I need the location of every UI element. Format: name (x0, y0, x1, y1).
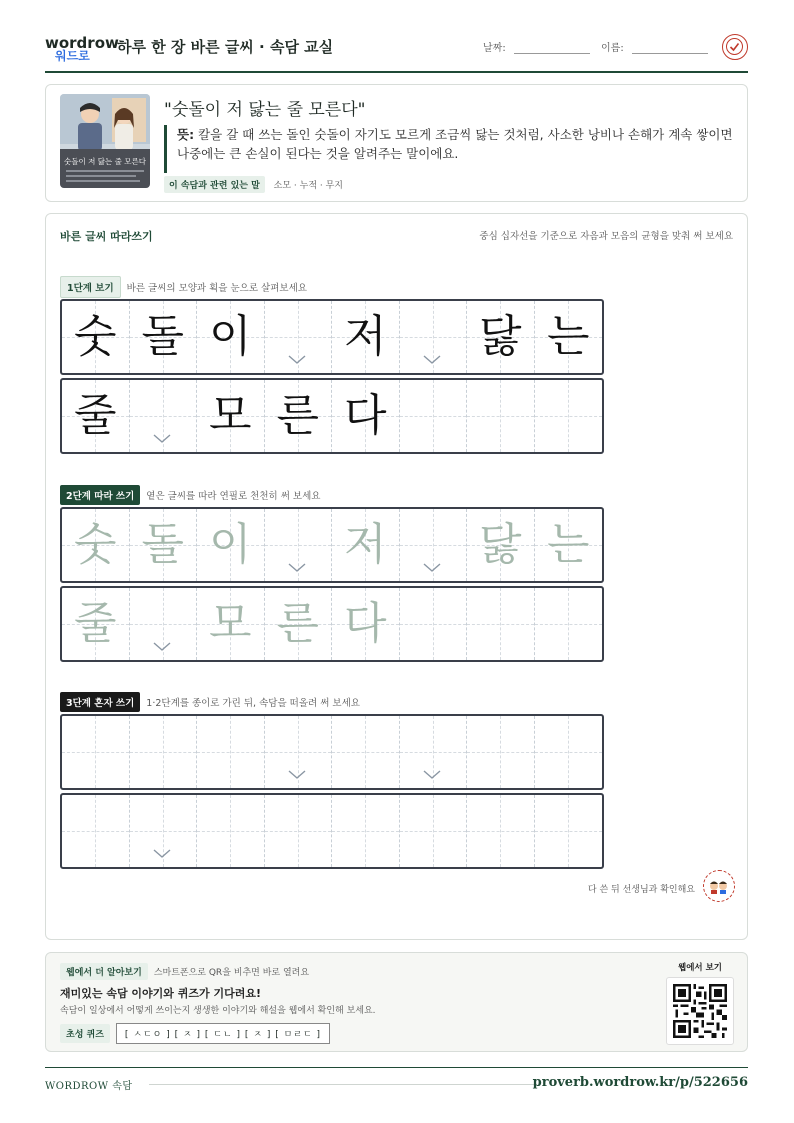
grid-cell[interactable] (535, 716, 603, 788)
grid-cell[interactable] (197, 795, 265, 867)
practice-hint: 중심 십자선을 기준으로 자음과 모음의 균형을 맞춰 써 보세요 (479, 231, 733, 242)
stage-3-row-2[interactable] (60, 793, 604, 869)
grid-cell[interactable] (467, 716, 535, 788)
grid-cell[interactable] (62, 795, 130, 867)
grid-cell: 이 (197, 301, 265, 373)
space-mark-icon (423, 355, 441, 365)
grid-cell[interactable] (332, 716, 400, 788)
grid-cell: 모 (197, 380, 265, 452)
grid-cell: 줄 (62, 380, 130, 452)
grid-cell: 다 (332, 380, 400, 452)
name-field[interactable] (601, 39, 708, 54)
page-header (45, 30, 748, 73)
grid-cell (535, 380, 603, 452)
practice-title: 바른 글씨 따라쓰기 (60, 230, 153, 243)
grid-cell[interactable] (535, 795, 603, 867)
wordrow-logo (45, 34, 119, 64)
finish-note: 다 쓴 뒤 선생님과 확인해요 (587, 885, 695, 895)
stage-3-header (60, 692, 360, 712)
grid-cell: 닳 (467, 301, 535, 373)
related-label: 이 속담과 관련 있는 말 (164, 176, 265, 193)
grid-cell: 른 (265, 380, 333, 452)
space-mark-icon (423, 770, 441, 780)
grid-cell[interactable] (400, 795, 468, 867)
stage-1-badge: 1단계 보기 (60, 276, 121, 298)
date-field[interactable] (483, 39, 590, 54)
web-more-desc: 속담이 일상에서 어떻게 쓰이는지 생생한 이야기와 해설을 웹에서 확인해 보세요. (60, 1006, 376, 1016)
check-stamp-icon (722, 34, 748, 60)
qr-label: 웹에서 보기 (678, 963, 723, 973)
grid-cell[interactable]: 는 (535, 509, 603, 581)
proverb-text: "숫돌이 저 닳는 줄 모른다" (164, 100, 366, 120)
web-more-tag: 웹에서 더 알아보기 (60, 963, 148, 980)
qr-code-icon[interactable] (666, 977, 734, 1045)
proverb-illustration (60, 94, 150, 188)
web-more-headline: 재미있는 속담 이야기와 퀴즈가 기다려요! (60, 987, 261, 1000)
stage-3-row-1[interactable] (60, 714, 604, 790)
space-mark-icon (423, 563, 441, 573)
meaning-text: 칼을 갈 때 쓰는 돌인 숫돌이 자기도 모르게 조금씩 닳는 것처럼, 사소한 낭비나 손해가 계속 쌓이면 나중에는 큰 손실이 된다는 것을 알려주는 말이에요. (177, 127, 733, 161)
web-more-card (45, 952, 748, 1052)
illustration-caption: 숫돌이 저 닳는 줄 모른다 (64, 157, 146, 166)
space-mark-icon (288, 770, 306, 780)
stage-2-header (60, 485, 320, 505)
page-footer (45, 1067, 748, 1097)
quiz-answer-box: [ ㅅㄷㅇ ] [ ㅈ ] [ ㄷㄴ ] [ ㅈ ] [ ㅁㄹㄷ ] (116, 1023, 330, 1044)
grid-cell[interactable] (332, 795, 400, 867)
related-words (164, 176, 343, 193)
grid-cell[interactable] (130, 716, 198, 788)
web-more-tag-desc: 스마트폰으로 QR을 비추면 바로 열려요 (153, 968, 310, 978)
logo-text: wordrow (45, 34, 119, 52)
stage-1-row-2 (60, 378, 604, 454)
grid-cell[interactable]: 모 (197, 588, 265, 660)
date-label: 날짜: (483, 43, 506, 54)
stage-1-header (60, 276, 307, 298)
grid-cell[interactable] (535, 588, 603, 660)
page-title: 하루 한 장 바른 글씨 · 속담 교실 (117, 38, 334, 56)
web-more-header (60, 963, 309, 980)
stage-2-desc: 옅은 글씨를 따라 연필로 천천히 써 보세요 (146, 491, 321, 502)
grid-cell[interactable] (467, 795, 535, 867)
grid-cell[interactable]: 돌 (130, 509, 198, 581)
grid-cell[interactable]: 저 (332, 509, 400, 581)
stage-2-badge: 2단계 따라 쓰기 (60, 485, 140, 505)
related-list: 소모 · 누적 · 무지 (273, 181, 343, 191)
stage-3-badge: 3단계 혼자 쓰기 (60, 692, 140, 712)
footer-url-link[interactable]: proverb.wordrow.kr/p/522656 (532, 1075, 748, 1090)
name-label: 이름: (601, 43, 624, 54)
grid-cell: 는 (535, 301, 603, 373)
grid-cell (467, 380, 535, 452)
proverb-card (45, 84, 748, 202)
grid-cell[interactable] (197, 716, 265, 788)
grid-cell[interactable] (265, 795, 333, 867)
grid-cell[interactable] (400, 588, 468, 660)
grid-cell: 돌 (130, 301, 198, 373)
logo-subtext: 워드로 (55, 49, 90, 63)
grid-cell[interactable]: 다 (332, 588, 400, 660)
grid-cell: 저 (332, 301, 400, 373)
stage-1-row-1 (60, 299, 604, 375)
space-mark-icon (288, 563, 306, 573)
grid-cell[interactable]: 숫 (62, 509, 130, 581)
grid-cell[interactable] (62, 716, 130, 788)
proverb-meaning (164, 125, 734, 173)
stage-2-row-2[interactable] (60, 586, 604, 662)
quiz-label: 초성 퀴즈 (60, 1024, 110, 1043)
grid-cell[interactable]: 줄 (62, 588, 130, 660)
grid-cell[interactable]: 이 (197, 509, 265, 581)
space-mark-icon (153, 434, 171, 444)
stage-3-desc: 1·2단계를 종이로 가린 뒤, 속담을 떠올려 써 보세요 (146, 698, 360, 709)
meaning-label: 뜻: (177, 127, 195, 142)
footer-brand: WORDROW 속담 (45, 1081, 133, 1092)
footer-divider (149, 1084, 536, 1085)
stage-2-row-1[interactable] (60, 507, 604, 583)
grid-cell[interactable]: 른 (265, 588, 333, 660)
stage-1-desc: 바른 글씨의 모양과 획을 눈으로 살펴보세요 (126, 283, 307, 294)
grid-cell[interactable]: 닳 (467, 509, 535, 581)
teacher-stamp-icon (703, 870, 735, 902)
space-mark-icon (153, 849, 171, 859)
space-mark-icon (153, 642, 171, 652)
chosung-quiz (60, 1023, 330, 1044)
grid-cell[interactable] (467, 588, 535, 660)
grid-cell: 숫 (62, 301, 130, 373)
space-mark-icon (288, 355, 306, 365)
grid-cell (400, 380, 468, 452)
